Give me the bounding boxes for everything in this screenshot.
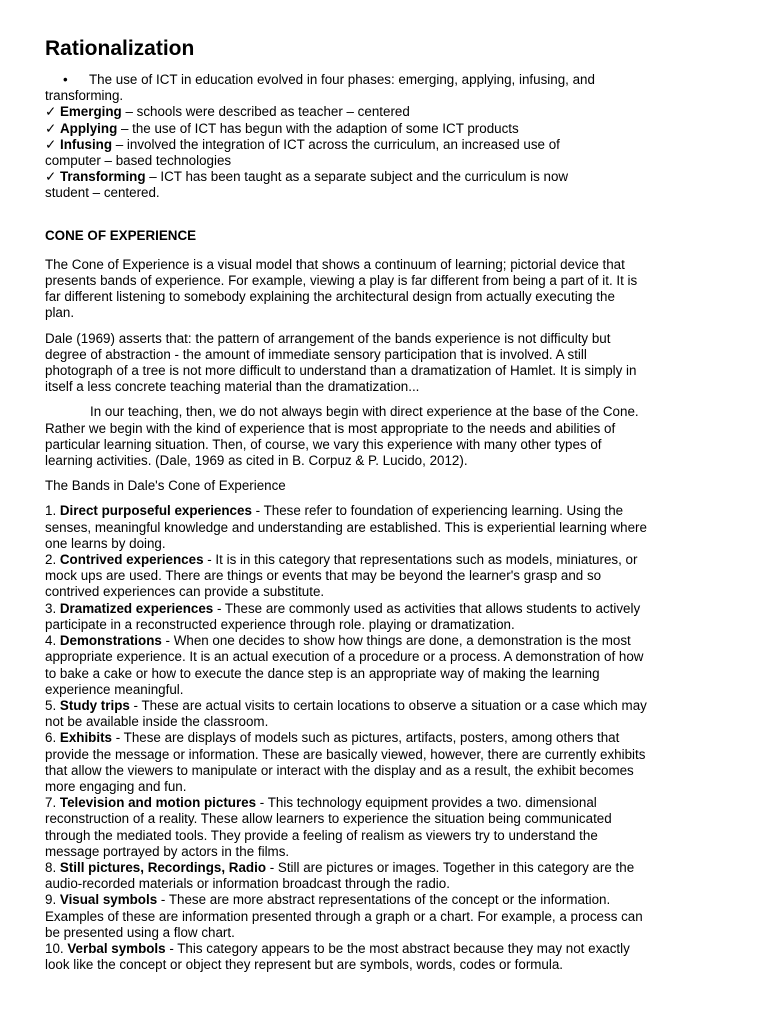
phase-term: Applying [59, 120, 118, 136]
band-term: Verbal symbols [67, 940, 166, 956]
section-heading-cone: CONE OF EXPERIENCE [45, 227, 197, 243]
phase-text: – involved the integration of ICT across the curriculum, an increased use of [112, 136, 560, 152]
band-term: Still pictures, Recordings, Radio [59, 859, 266, 875]
checkmark-icon: ✓ [45, 120, 57, 136]
list-item: 4. Demonstrations - When one decides to show how things are done, a demonstration is the most appropriate experience. It is an actual execution of a procedure or a process. A demonstration of how to bake a cake or how to execute the dance step is an appropriate way of making the learning experience meaningful. [45, 633, 644, 697]
document-page [45, 36, 735, 973]
checkmark-icon: ✓ [45, 104, 57, 120]
phase-item-infusing-continuation: computer – based technologies [45, 153, 232, 169]
dale-paragraph: Dale (1969) asserts that: the pattern of arrangement of the bands experience is not difficulty but degree of abstraction - the amount of immediate sensory participation that is involved. A still photograph of a tree is not more difficult to understand than a dramatization of Hamlet. It is simply in itself a less concrete teaching material than the dramatization... [45, 330, 637, 395]
phase-item-emerging [45, 104, 735, 120]
list-item: 2. Contrived experiences - It is in this category that representations such as models, miniatures, or mock ups are used. There are things or events that may be beyond the learner's grasp and so contrived experiences can provide a substitute. [45, 552, 638, 600]
phase-term: Infusing [59, 136, 113, 152]
list-item: 10. Verbal symbols - This category appears to be the most abstract because they may not exactly look like the concept or object they represent but are symbols, words, codes or formula. [45, 940, 630, 973]
bands-list [45, 503, 735, 973]
list-item: 5. Study trips - These are actual visits to certain locations to observe a situation or a case which may not be available inside the classroom. [45, 697, 647, 730]
band-term: Exhibits [59, 730, 112, 746]
band-term: Television and motion pictures [59, 795, 257, 811]
cone-paragraph: The Cone of Experience is a visual model that shows a continuum of learning; pictorial device that presents bands of experience. For example, viewing a play is far different from being a part of it. It is far different listening to somebody explaining the architectural design from actually executing the plan. [45, 256, 638, 321]
quote-paragraph: In our teaching, then, we do not always begin with direct experience at the base of the Cone. Rather we begin with the kind of experience that is most appropriate to the needs and abilities of particular learning situation. Then, of course, we vary this experience with many other types of learning activities. (Dale, 1969 as cited in B. Corpuz & P. Lucido, 2012). [45, 404, 639, 469]
bands-heading: The Bands in Dale's Cone of Experience [45, 478, 286, 494]
bullet-icon: • [63, 72, 68, 87]
band-term: Demonstrations [59, 633, 162, 649]
band-term: Visual symbols [59, 892, 158, 908]
band-term: Contrived experiences [59, 552, 204, 568]
list-item: 9. Visual symbols - These are more abstract representations of the concept or the information. Examples of these are information presented through a graph or a chart. For example, a process can be presented using a flow chart. [45, 892, 643, 940]
checkmark-icon: ✓ [45, 169, 57, 185]
phase-text: – schools were described as teacher – centered [121, 104, 410, 120]
phase-text: – ICT has been taught as a separate subject and the curriculum is now [145, 169, 569, 185]
phase-term: Transforming [59, 169, 146, 185]
list-item: 8. Still pictures, Recordings, Radio - Still are pictures or images. Together in this category are the audio-recorded materials or information broadcast through the radio. [45, 859, 635, 892]
list-item: 7. Television and motion pictures - This technology equipment provides a two. dimensional reconstruction of a reality. These allow learners to experience the situation being communicated through the mediated tools. They provide a feeling of realism as viewers try to understand the message portrayed by actors in the films. [45, 795, 612, 859]
phase-text: – the use of ICT has begun with the adaption of some ICT products [117, 120, 519, 136]
checkmark-icon: ✓ [45, 136, 57, 152]
phase-item-infusing [45, 137, 735, 153]
band-term: Dramatized experiences [59, 600, 214, 616]
phase-item-transforming-continuation: student – centered. [45, 185, 160, 201]
intro-bullet-text: The use of ICT in education evolved in four phases: emerging, applying, infusing, and [89, 72, 595, 87]
list-item: 3. Dramatized experiences - These are commonly used as activities that allows students to actively participate in a reconstructed experience through role. playing or dramatization. [45, 600, 641, 632]
list-item: 1. Direct purposeful experiences - These refer to foundation of experiencing learning. Using the senses, meaningful knowledge and understanding are established. This is experiential learning where one learns by doing. [45, 503, 647, 551]
intro-bullet [45, 72, 735, 104]
band-term: Direct purposeful experiences [59, 503, 252, 519]
intro-bullet-continuation: transforming. [45, 88, 124, 104]
phase-item-applying [45, 121, 735, 137]
phase-item-transforming [45, 169, 735, 185]
page-title: Rationalization [45, 37, 195, 60]
phase-term: Emerging [59, 104, 122, 120]
list-item: 6. Exhibits - These are displays of models such as pictures, artifacts, posters, among others that provide the message or information. These are basically viewed, however, there are currently exhibits that allow the viewers to manipulate or interact with the display and as a result, the exhibit becomes more engaging and fun. [45, 730, 646, 794]
phases-list [45, 104, 735, 201]
band-term: Study trips [59, 697, 130, 713]
